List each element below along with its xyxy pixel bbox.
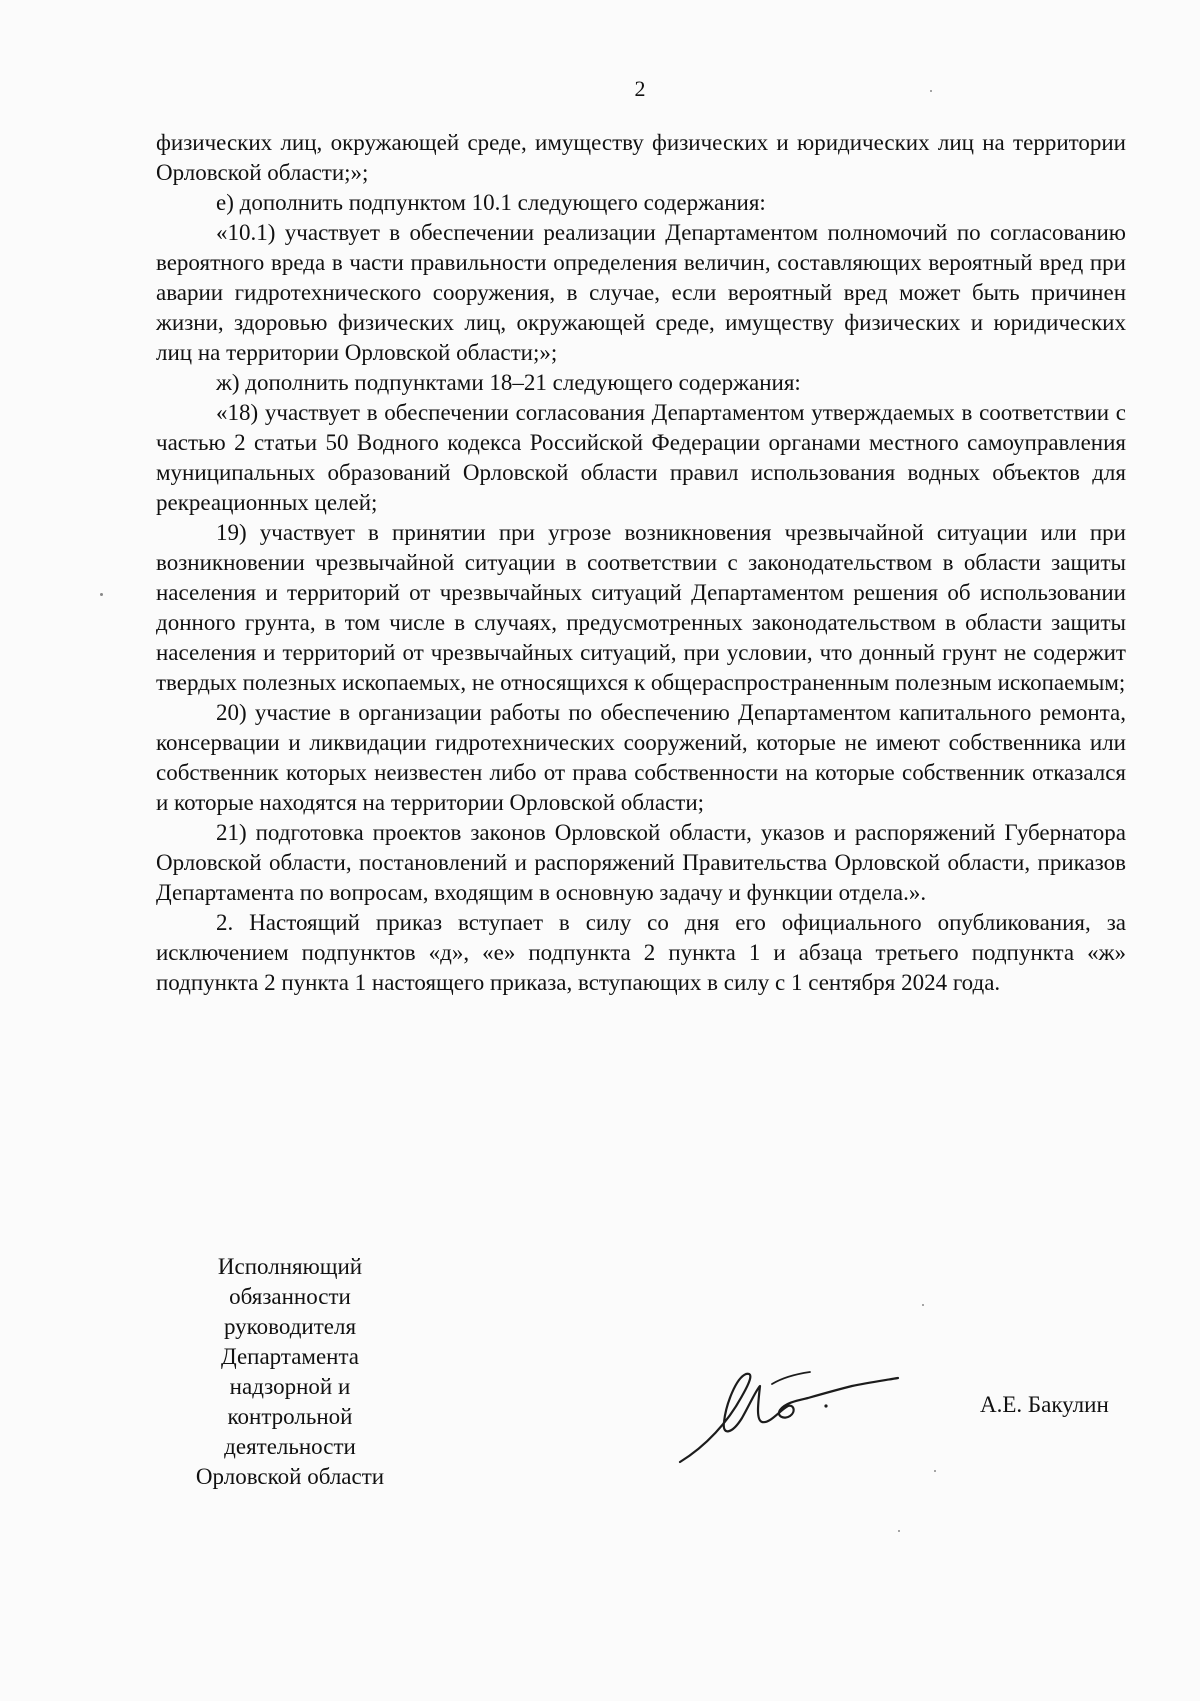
paragraph-point-2: 2. Настоящий приказ вступает в силу со дня его официального опубликования, за исключением подпунктов «д», «е» подпункта 2 пункта 1 и абзаца третьего подпункта «ж» подпункта 2 пункта 1 настоящего приказа, вступающих в силу с 1 сентября 2024 года. [156,910,1126,995]
signatory-position-line: контрольной [227,1404,353,1429]
signer-name: А.Е. Бакулин [980,1392,1109,1417]
scan-speck [898,1530,900,1532]
paragraph-continuation: физических лиц, окружающей среде, имуществу физических и юридических лиц на территории Орловской области;»; [156,130,1126,185]
document-body [156,128,1126,998]
signatory-position-line: деятельности [224,1434,356,1459]
signatory-position-line: Департамента [220,1344,360,1369]
signatory-position-line: надзорной и [229,1374,351,1399]
scan-speck [934,1470,936,1472]
paragraph-subitem-zh: ж) дополнить подпунктами 18–21 следующего содержания: [216,370,801,395]
signatory-position-line: обязанности [229,1284,351,1309]
paragraph-subitem-e: е) дополнить подпунктом 10.1 следующего содержания: [216,190,766,215]
signatory-position-line: Орловской области [195,1464,385,1489]
signatory-position-line: руководителя [223,1314,357,1339]
scan-speck [930,90,932,92]
page-number: 2 [634,76,646,101]
paragraph-item-18: «18) участвует в обеспечении согласования Департаментом утверждаемых в соответствии с частью 2 статьи 50 Водного кодекса Российской Федерации органами местного самоуправления муниципальных образований Орловской области правил использования водных объектов для рекреационных целей; [156,400,1126,515]
handwritten-signature [676,1360,906,1470]
paragraph-item-21: 21) подготовка проектов законов Орловской области, указов и распоряжений Губернатора Орловской области, постановлений и распоряжений Правительства Орловской области, приказов Департамента по вопросам, входящим в основную задачу и функции отдела.». [156,820,1126,905]
paragraph-item-10-1: «10.1) участвует в обеспечении реализации Департаментом полномочий по согласованию вероятного вреда в части правильности определения величин, составляющих вероятный вред при аварии гидротехнического сооружения, в случае, если вероятный вред может быть причинен жизни, здоровью физических лиц, окружающей среде, имуществу физических и юридических лиц на территории Орловской области;»; [156,220,1126,365]
paragraph-item-19: 19) участвует в принятии при угрозе возникновения чрезвычайной ситуации или при возникновении чрезвычайной ситуации в соответствии с законодательством в области защиты населения и территорий от чрезвычайных ситуаций Департаментом решения об использовании донного грунта, в том числе в случаях, предусмотренных законодательством в области защиты населения и территорий от чрезвычайных ситуаций, при условии, что донный грунт не содержит твердых полезных ископаемых, не относящихся к общераспространенным полезным ископаемым; [156,520,1126,695]
signatory-position-line: Исполняющий [217,1254,363,1279]
scan-speck [922,1304,924,1306]
signatory-position [170,1252,410,1492]
paragraph-item-20: 20) участие в организации работы по обеспечению Департаментом капитального ремонта, консервации и ликвидации гидротехнических сооружений, которые не имеют собственника или собственник которых неизвестен либо от права собственности на которые собственник отказался и которые находятся на территории Орловской области; [156,700,1126,815]
scan-speck [100,593,103,596]
